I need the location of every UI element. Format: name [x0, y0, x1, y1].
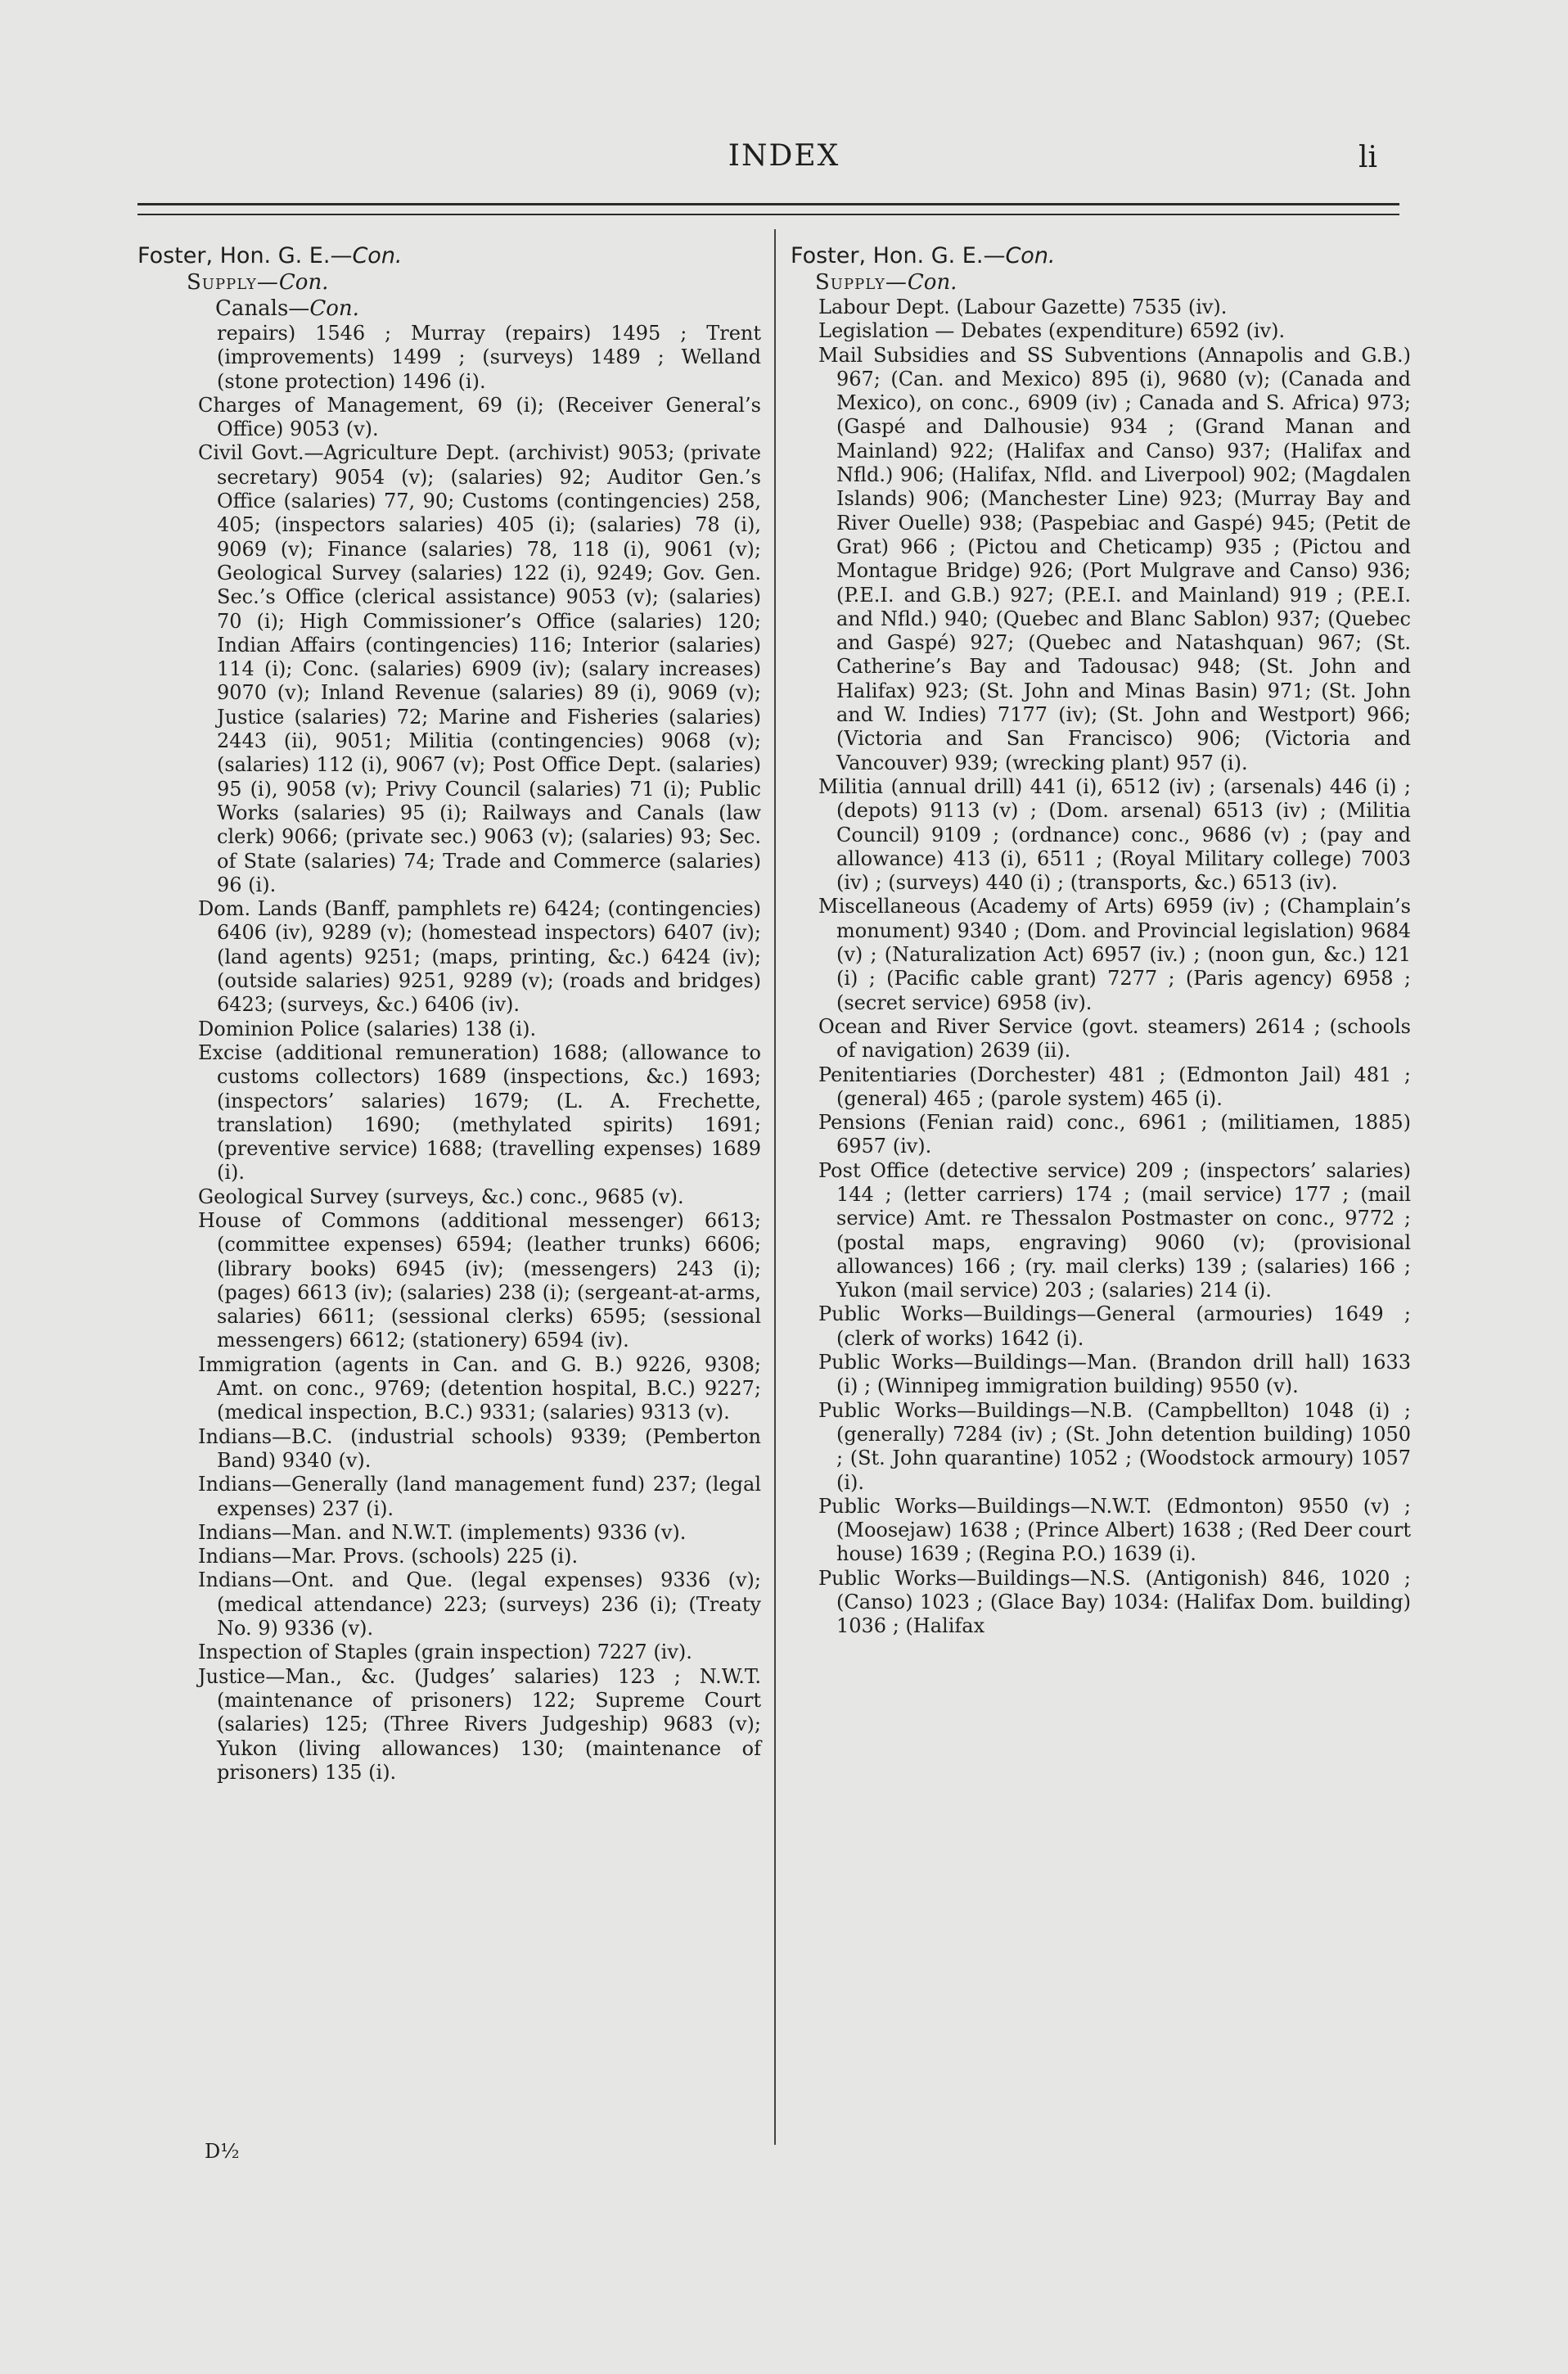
- page-header: [0, 139, 1568, 188]
- index-entry: Post Office (detective service) 209 ; (inspectors’ salaries) 144 ; (letter carriers) 174 ; (mail service) 177 ; (mail service) Amt. re Thessalon Postmaster on conc., 9772 ; (postal maps, engraving) 9060 (v); (provisional allowances) 166 ; (ry. mail clerks) 139 ; (salaries) 166 ; Yukon (mail service) 203 ; (salaries) 214 (i).: [818, 1158, 1411, 1302]
- index-entry: Miscellaneous (Academy of Arts) 6959 (iv) ; (Champlain’s monument) 9340 ; (Dom. and Provincial legislation) 9684 (v) ; (Naturalization Act) 6957 (iv.) ; (noon gun, &c.) 121 (i) ; (Pacific cable grant) 7277 ; (Paris agency) 6958 ; (secret service) 6958 (iv).: [818, 895, 1411, 1014]
- index-entry: Indians—Generally (land management fund) 237; (legal expenses) 237 (i).: [198, 1473, 761, 1520]
- index-entry: Public Works—Buildings—N.W.T. (Edmonton) 9550 (v) ; (Moosejaw) 1638 ; (Prince Albert) 1638 ; (Red Deer court house) 1639 ; (Regina P.O.) 1639 (i).: [818, 1494, 1411, 1566]
- index-entry: Ocean and River Service (govt. steamers) 2614 ; (schools of navigation) 2639 (ii).: [818, 1014, 1411, 1063]
- right-supply-text: Supply—: [815, 270, 908, 295]
- left-canals-heading: [137, 296, 761, 322]
- index-entry: Dominion Police (salaries) 138 (i).: [198, 1017, 537, 1040]
- index-entry: Dom. Lands (Banff, pamphlets re) 6424; (contingencies) 6406 (iv), 9289 (v); (homestead inspectors) 6407 (iv); (land agents) 9251; (maps, printing, &c.) 6424 (iv); (outside salaries) 9251, 9289 (v); (roads and bridges) 6423; (surveys, &c.) 6406 (iv).: [198, 897, 761, 1017]
- signature-mark: D½: [205, 2140, 240, 2163]
- index-entry: Geological Survey (surveys, &c.) conc., 9685 (v).: [198, 1185, 684, 1208]
- right-column: [791, 242, 1411, 1639]
- index-entry: House of Commons (additional messenger) 6613; (committee expenses) 6594; (leather trunks) 6606; (library books) 6945 (iv); (messengers) 243 (i); (pages) 6613 (iv); (salaries) 238 (i); (sergeant-at-arms, salaries) 6611; (sessional clerks) 6595; (sessional messengers) 6612; (stationery) 6594 (iv).: [198, 1208, 761, 1352]
- index-entry: Indians—Ont. and Que. (legal expenses) 9336 (v); (medical attendance) 223; (surveys) 236 (i); (Treaty No. 9) 9336 (v).: [198, 1568, 761, 1641]
- left-supply-text: Supply—: [187, 270, 279, 295]
- left-supply-con: Con.: [278, 270, 329, 295]
- left-heading-text: Foster, Hon. G. E.—: [137, 243, 353, 269]
- index-entry: Pensions (Fenian raid) conc., 6961 ; (militiamen, 1885) 6957 (iv).: [818, 1111, 1411, 1158]
- index-entry: Public Works—Buildings—Man. (Brandon drill hall) 1633 (i) ; (Winnipeg immigration building) 9550 (v).: [818, 1351, 1411, 1398]
- index-entry: Mail Subsidies and SS Subventions (Annapolis and G.B.) 967; (Can. and Mexico) 895 (i), 9680 (v); (Canada and Mexico), on conc., 6909 (iv) ; Canada and S. Africa) 973; (Gaspé and Dalhousie) 934 ; (Grand Manan and Mainland) 922; (Halifax and Canso) 937; (Halifax and Nfld.) 906; (Halifax, Nfld. and Liverpool) 902; (Magdalen Islands) 906; (Manchester Line) 923; (Murray Bay and River Ouelle) 938; (Paspebiac and Gaspé) 945; (Petit de Grat) 966 ; (Pictou and Cheticamp) 935 ; (Pictou and Montague Bridge) 926; (Port Mulgrave and Canso) 936; (P.E.I. and G.B.) 927; (P.E.I. and Mainland) 919 ; (P.E.I. and Nfld.) 940; (Quebec and Blanc Sablon) 937; (Quebec and Gaspé) 927; (Quebec and Natashquan) 967; (St. Catherine’s Bay and Tadousac) 948; (St. John and Halifax) 923; (St. John and Minas Basin) 971; (St. John and W. Indies) 7177 (iv); (St. John and Westport) 966; (Victoria and San Francisco) 906; (Victoria and Vancouver) 939; (wrecking plant) 957 (i).: [818, 343, 1411, 774]
- right-supply-heading: [791, 269, 1411, 296]
- index-entry: Civil Govt.—Agriculture Dept. (archivist) 9053; (private secretary) 9054 (v); (salaries) 92; Auditor Gen.’s Office (salaries) 77, 90; Customs (contingencies) 258, 405; (inspectors salaries) 405 (i); (salaries) 78 (i), 9069 (v); Finance (salaries) 78, 118 (i), 9061 (v); Geological Survey (salaries) 122 (i), 9249; Gov. Gen. Sec.’s Office (clerical assistance) 9053 (v); (salaries) 70 (i); High Commissioner’s Office (salaries) 120; Indian Affairs (contingencies) 116; Interior (salaries) 114 (i); Conc. (salaries) 6909 (iv); (salary increases) 9070 (v); Inland Revenue (salaries) 89 (i), 9069 (v); Justice (salaries) 72; Marine and Fisheries (salaries) 2443 (ii), 9051; Militia (contingencies) 9068 (v); (salaries) 112 (i), 9067 (v); Post Office Dept. (salaries) 95 (i), 9058 (v); Privy Council (salaries) 71 (i); Public Works (salaries) 95 (i); Railways and Canals (law clerk) 9066; (private sec.) 9063 (v); (salaries) 93; Sec. of State (salaries) 74; Trade and Commerce (salaries) 96 (i).: [198, 441, 761, 896]
- left-continuation: repairs) 1546 ; Murray (repairs) 1495 ; Trent (improvements) 1499 ; (surveys) 1489 ; Welland (stone protection) 1496 (i).: [217, 322, 761, 393]
- index-entry: Public Works—Buildings—N.S. (Antigonish) 846, 1020 ; (Canso) 1023 ; (Glace Bay) 1034: (Halifax Dom. building) 1036 ; (Halifax: [818, 1566, 1411, 1638]
- left-heading: [137, 242, 761, 269]
- left-canals-text: Canals—: [215, 296, 310, 321]
- page-title: INDEX: [728, 139, 840, 173]
- index-entry: Indians—Mar. Provs. (schools) 225 (i).: [198, 1545, 579, 1568]
- index-entry: Immigration (agents in Can. and G. B.) 9226, 9308; Amt. on conc., 9769; (detention hospital, B.C.) 9227; (medical inspection, B.C.) 9331; (salaries) 9313 (v).: [198, 1352, 761, 1424]
- left-heading-con: Con.: [352, 243, 403, 269]
- index-entry: Legislation — Debates (expenditure) 6592 (iv).: [818, 319, 1286, 343]
- right-supply-con: Con.: [907, 270, 957, 295]
- index-entry: Charges of Management, 69 (i); (Receiver General’s Office) 9053 (v).: [198, 393, 761, 441]
- index-entry: Labour Dept. (Labour Gazette) 7535 (iv).: [818, 296, 1228, 318]
- index-entry: Militia (annual drill) 441 (i), 6512 (iv) ; (arsenals) 446 (i) ; (depots) 9113 (v) ; (Dom. arsenal) 6513 (iv) ; (Militia Council) 9109 ; (ordnance) conc., 9686 (v) ; (pay and allowance) 413 (i), 6511 ; (Royal Military college) 7003 (iv) ; (surveys) 440 (i) ; (transports, &c.) 6513 (iv).: [818, 774, 1411, 895]
- index-entry: Public Works—Buildings—N.B. (Campbellton) 1048 (i) ; (generally) 7284 (iv) ; (St. John detention building) 1050 ; (St. John quarantine) 1052 ; (Woodstock armoury) 1057 (i).: [818, 1398, 1411, 1494]
- page-number: li: [1358, 141, 1378, 174]
- column-divider: [774, 229, 776, 2145]
- index-entry: Indians—Man. and N.W.T. (implements) 9336 (v).: [198, 1520, 687, 1544]
- header-rule-bottom: [137, 214, 1399, 215]
- right-heading-text: Foster, Hon. G. E.—: [791, 243, 1006, 269]
- left-supply-heading: [137, 269, 761, 296]
- right-heading-con: Con.: [1005, 243, 1056, 269]
- index-entry: Excise (additional remuneration) 1688; (allowance to customs collectors) 1689 (inspections, &c.) 1693; (inspectors’ salaries) 1679; (L. A. Frechette, translation) 1690; (methylated spirits) 1691; (preventive service) 1688; (travelling expenses) 1689 (i).: [198, 1040, 761, 1185]
- right-heading: [791, 242, 1411, 269]
- header-rule-top: [137, 203, 1399, 205]
- index-entry: Penitentiaries (Dorchester) 481 ; (Edmonton Jail) 481 ; (general) 465 ; (parole system) 465 (i).: [818, 1063, 1411, 1110]
- index-entry: Public Works—Buildings—General (armouries) 1649 ; (clerk of works) 1642 (i).: [818, 1302, 1411, 1350]
- index-entry: Inspection of Staples (grain inspection) 7227 (iv).: [198, 1641, 692, 1664]
- index-entry: Indians—B.C. (industrial schools) 9339; (Pemberton Band) 9340 (v).: [198, 1424, 761, 1472]
- left-canals-con: Con.: [309, 296, 359, 321]
- left-column: [137, 242, 761, 1785]
- index-entry: Justice—Man., &c. (Judges’ salaries) 123 ; N.W.T. (maintenance of prisoners) 122; Supreme Court (salaries) 125; (Three Rivers Judgeship) 9683 (v); Yukon (living allowances) 130; (maintenance of prisoners) 135 (i).: [198, 1664, 761, 1784]
